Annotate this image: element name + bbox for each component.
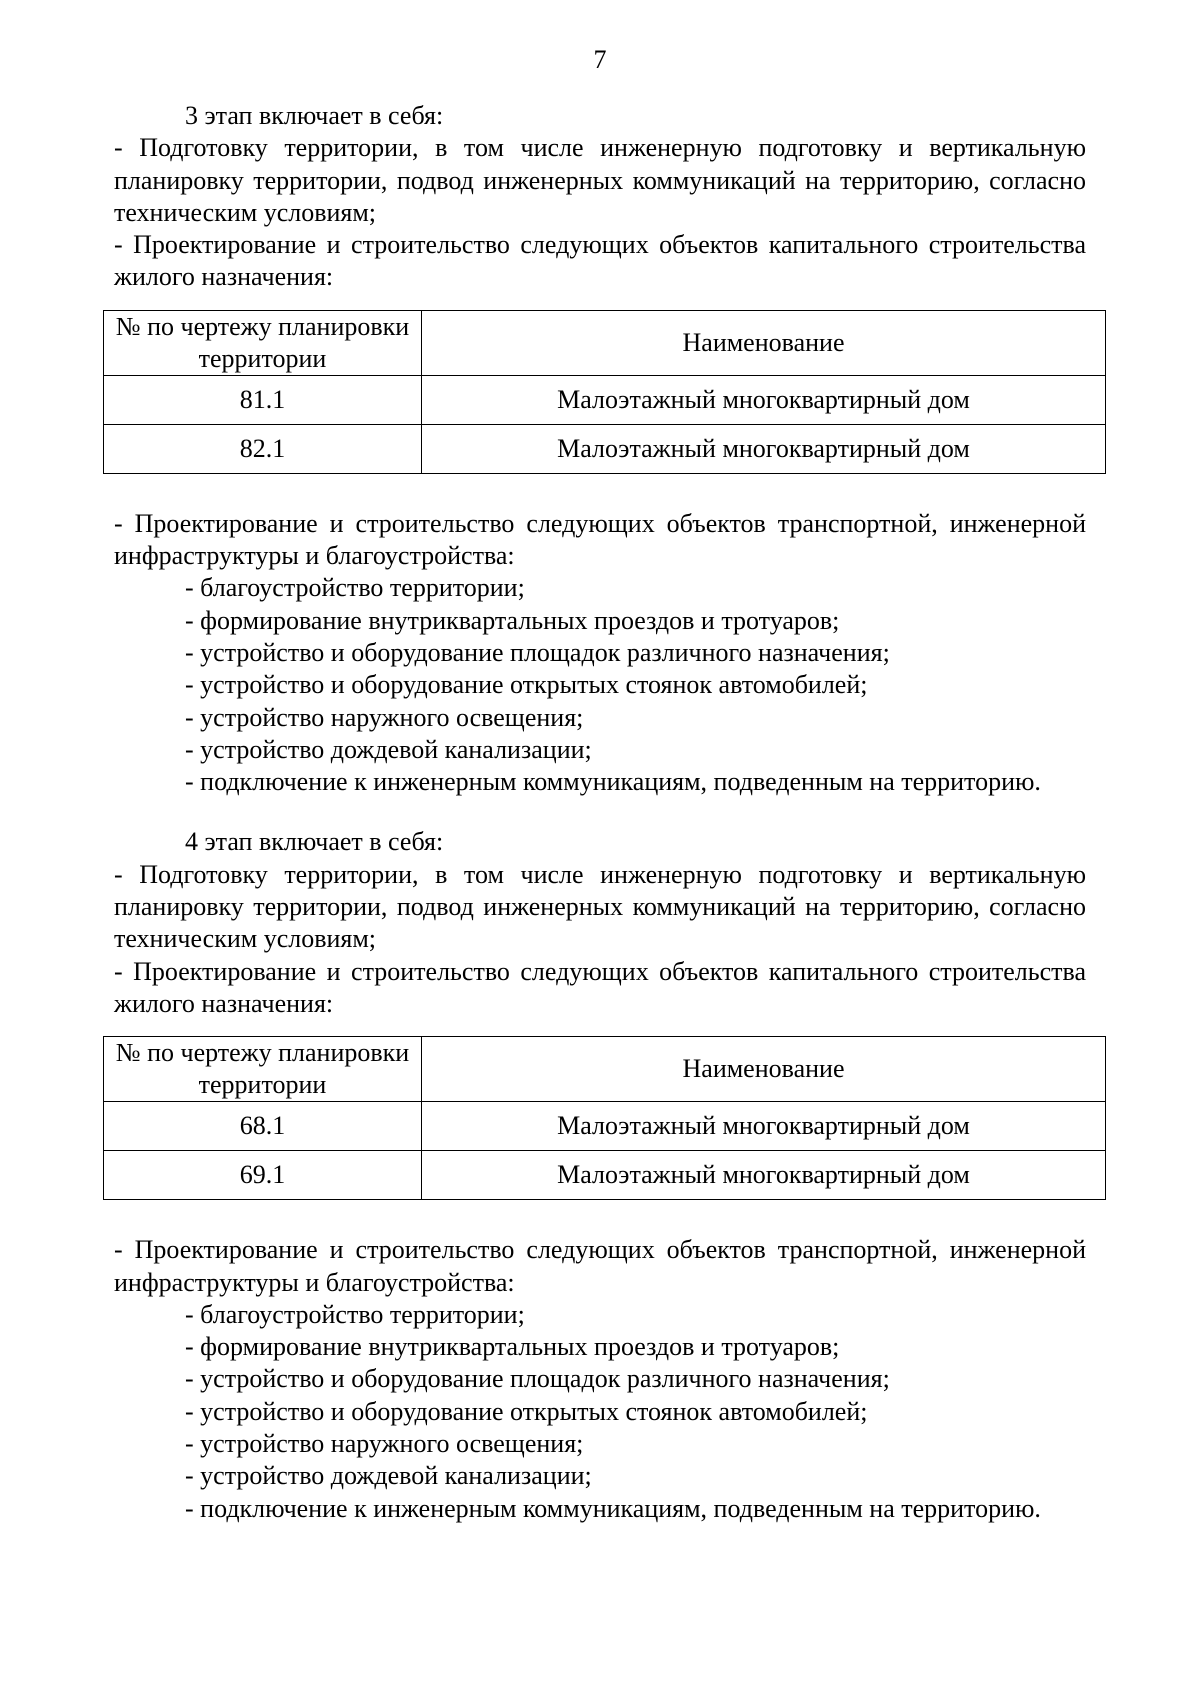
table-row	[104, 1102, 1106, 1151]
stage-3-sub-item: - устройство и оборудование открытых стоянок автомобилей;	[185, 670, 868, 700]
stage-4-sub-item: - устройство наружного освещения;	[185, 1429, 584, 1459]
table-cell-name: Малоэтажный многоквартирный дом	[422, 375, 1106, 424]
stage-3-sub-item: - формирование внутриквартальных проездов и тротуаров;	[185, 605, 840, 635]
stage-4-sub-item: - устройство дождевой канализации;	[185, 1461, 592, 1491]
stage-4-design-item: - Проектирование и строительство следующих объектов капитального строительства жилого назначения:	[114, 956, 1086, 1018]
stage-3-objects-table	[103, 310, 1106, 474]
table-cell-number: 82.1	[104, 424, 422, 473]
table-cell-name: Малоэтажный многоквартирный дом	[422, 1102, 1106, 1151]
table-cell-number: 81.1	[104, 375, 422, 424]
table-row	[104, 424, 1106, 473]
table-row	[104, 375, 1106, 424]
stage-4-sub-item: - благоустройство территории;	[185, 1299, 525, 1329]
table-header-row	[104, 310, 1106, 375]
page-number: 7	[593, 45, 607, 74]
table-header-name: Наименование	[422, 310, 1106, 375]
stage-4-sub-item: - формирование внутриквартальных проездов и тротуаров;	[185, 1332, 840, 1362]
page-content	[114, 100, 1086, 1525]
stage-3-sub-item: - устройство дождевой канализации;	[185, 734, 592, 764]
table-row	[104, 1151, 1106, 1200]
stage-4-sub-item: - устройство и оборудование открытых стоянок автомобилей;	[185, 1396, 868, 1426]
stage-3-infra-item: - Проектирование и строительство следующих объектов транспортной, инженерной инфраструктуры и благоустройства:	[114, 508, 1086, 571]
stage-3-sub-item: - устройство и оборудование площадок различного назначения;	[185, 637, 890, 667]
stage-3-sub-item: - благоустройство территории;	[185, 573, 525, 603]
section-spacer	[114, 798, 1086, 826]
table-header-number: № по чертежу планировки территории	[104, 310, 422, 375]
stage-4-prep-item: - Подготовку территории, в том числе инженерную подготовку и вертикальную планировку территории, подвод инженерных коммуникаций на территорию, согласно техническим условиям;	[114, 859, 1086, 954]
table-cell-number: 68.1	[104, 1102, 422, 1151]
table-header-name: Наименование	[422, 1037, 1106, 1102]
table-cell-name: Малоэтажный многоквартирный дом	[422, 424, 1106, 473]
stage-3-intro: 3 этап включает в себя:	[185, 101, 444, 130]
stage-4-connection-item: - подключение к инженерным коммуникациям, подведенным на территорию.	[185, 1493, 1041, 1523]
stage-3-prep-item: - Подготовку территории, в том числе инженерную подготовку и вертикальную планировку территории, подвод инженерных коммуникаций на территорию, согласно техническим условиям;	[114, 133, 1086, 227]
table-cell-number: 69.1	[104, 1151, 422, 1200]
stage-3-design-item: - Проектирование и строительство следующих объектов капитального строительства жилого назначения:	[114, 230, 1086, 292]
stage-4-infra-item: - Проектирование и строительство следующих объектов транспортной, инженерной инфраструктуры и благоустройства:	[114, 1235, 1086, 1297]
stage-4-intro: 4 этап включает в себя:	[185, 827, 444, 857]
stage-3-sub-item: - устройство наружного освещения;	[185, 702, 584, 732]
stage-4-section	[114, 826, 1086, 1524]
table-header-number: № по чертежу планировки территории	[104, 1037, 422, 1102]
stage-4-sub-item: - устройство и оборудование площадок различного назначения;	[185, 1364, 890, 1394]
stage-3-connection-item: - подключение к инженерным коммуникациям, подведенным на территорию.	[185, 767, 1041, 797]
table-cell-name: Малоэтажный многоквартирный дом	[422, 1151, 1106, 1200]
table-header-row	[104, 1037, 1106, 1102]
stage-4-objects-table	[103, 1036, 1106, 1200]
stage-3-section	[114, 100, 1086, 798]
